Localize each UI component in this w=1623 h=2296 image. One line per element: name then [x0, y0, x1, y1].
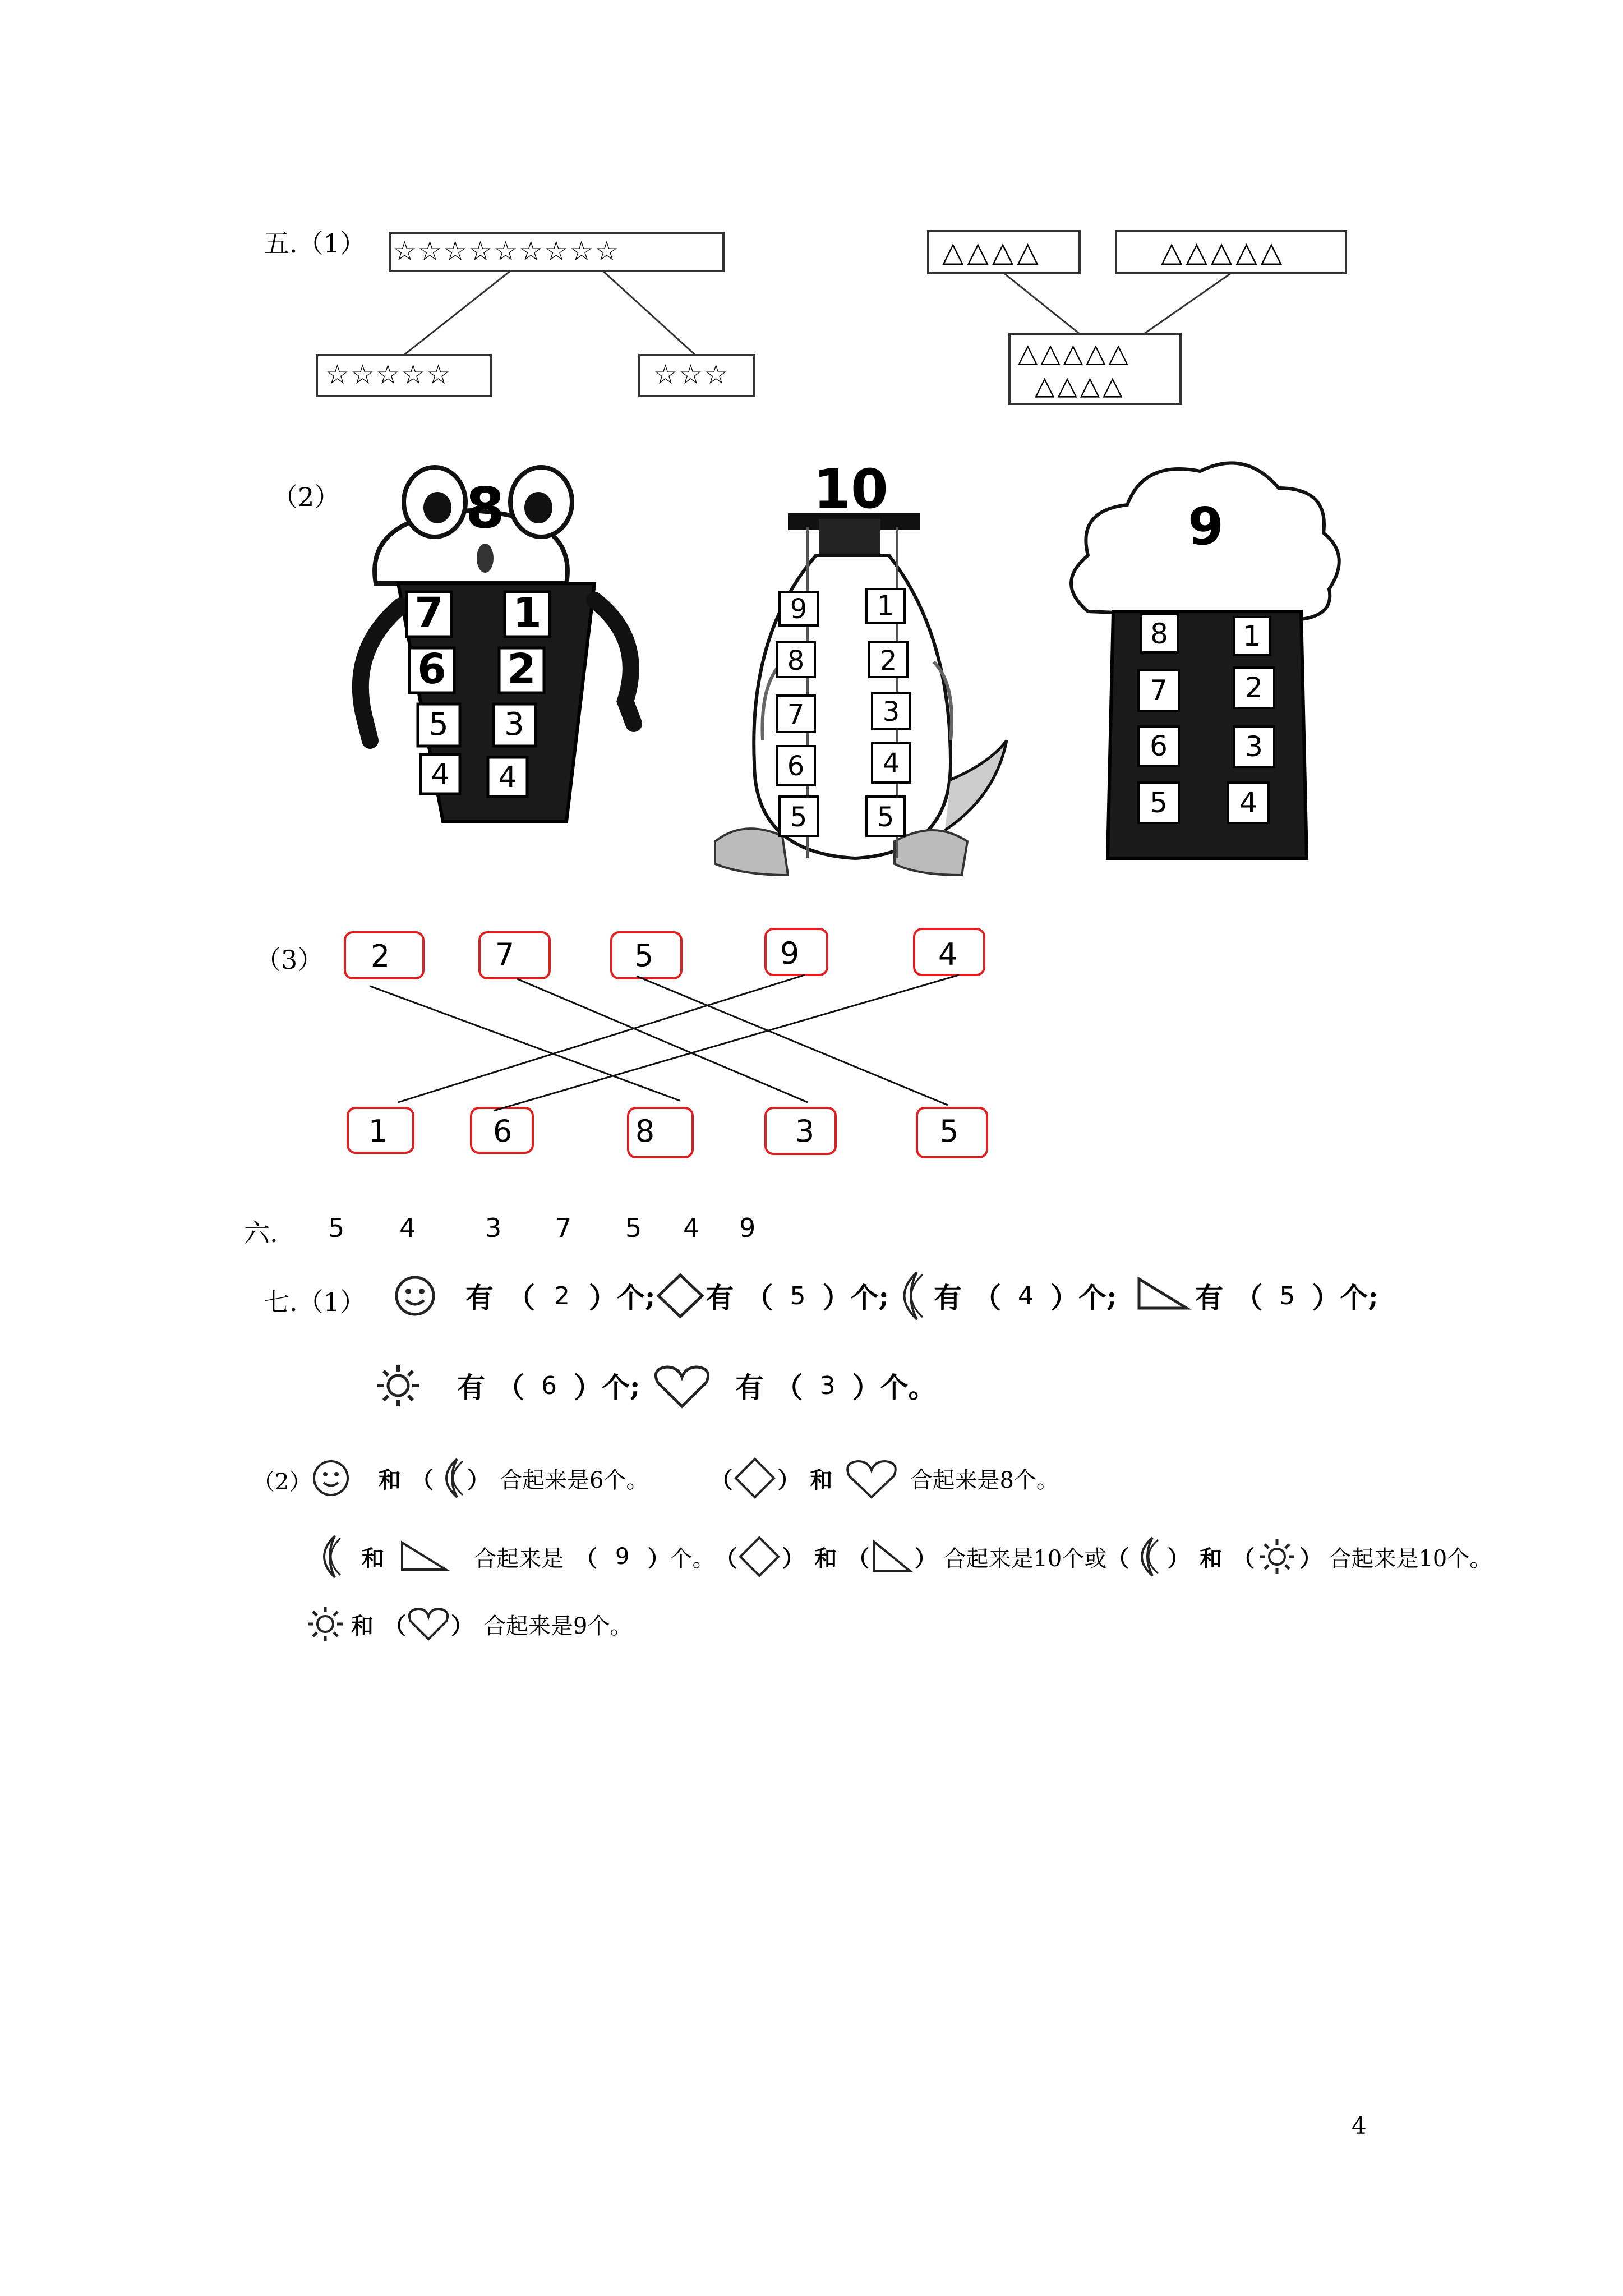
svg-text:3: 3 [882, 696, 900, 728]
dino-top-number: 10 [813, 458, 888, 521]
svg-text:5: 5 [877, 802, 895, 833]
diamond-icon [732, 1456, 777, 1501]
stars-right-text: ☆☆☆ [653, 359, 730, 390]
svg-text:7: 7 [1150, 674, 1168, 707]
tri-left-text: △△△△ [942, 236, 1042, 268]
frog-top-number: 8 [465, 475, 505, 541]
sun-icon [303, 1604, 348, 1644]
svg-text:3: 3 [795, 1114, 815, 1149]
svg-text:6: 6 [492, 1114, 513, 1149]
svg-text:2: 2 [507, 645, 536, 693]
section6-label: 六. [244, 1218, 278, 1248]
section7-part2-line3: 和 （ ） 合起来是9个。 [303, 1602, 632, 1646]
heart-icon [843, 1456, 900, 1501]
svg-text:4: 4 [1239, 786, 1257, 819]
sun-icon [1255, 1537, 1299, 1576]
moon-icon [434, 1456, 467, 1501]
stars-left-text: ☆☆☆☆☆ [325, 359, 452, 390]
svg-text:7: 7 [495, 937, 515, 972]
section7-part2-line1: 和 （ ） 合起来是6个。 （ ） 和 合起来是8个。 [306, 1456, 1059, 1501]
moon-icon [889, 1268, 928, 1324]
svg-text:2: 2 [879, 645, 897, 677]
svg-text:6: 6 [1150, 730, 1168, 762]
svg-text:9: 9 [790, 593, 808, 625]
tri-bottom-row2: △△△△ [1035, 370, 1126, 401]
top-box-2 [479, 932, 550, 978]
section5-part2-label: （2） [272, 482, 340, 512]
svg-text:1: 1 [368, 1114, 388, 1149]
smiley-icon [306, 1457, 356, 1499]
svg-text:8: 8 [1150, 618, 1168, 650]
frog-figure [331, 449, 656, 864]
svg-text:3: 3 [1245, 730, 1263, 763]
diamond-icon [737, 1534, 782, 1579]
svg-text:9: 9 [780, 936, 800, 971]
svg-text:5: 5 [634, 938, 654, 973]
svg-text:7: 7 [414, 589, 444, 637]
page-number: 4 [1352, 2112, 1367, 2139]
section5-title: 五.（1） [264, 228, 366, 259]
tree-figure [1054, 443, 1357, 869]
svg-text:6: 6 [787, 751, 805, 782]
dino-figure [704, 449, 1018, 886]
stars-top-text: ☆☆☆☆☆☆☆☆☆ [393, 236, 620, 267]
triangle-icon [1133, 1273, 1195, 1318]
sun-icon [370, 1360, 426, 1411]
svg-text:4: 4 [431, 758, 450, 792]
svg-text:5: 5 [939, 1114, 959, 1149]
svg-text:1: 1 [1243, 620, 1261, 652]
diamond-icon [655, 1271, 706, 1321]
matching-diagram [336, 920, 1009, 1172]
triangle-icon [395, 1537, 457, 1576]
moon-icon [1129, 1534, 1163, 1579]
svg-text:1: 1 [513, 589, 542, 637]
smiley-icon [387, 1273, 443, 1318]
svg-text:3: 3 [504, 706, 524, 743]
svg-text:2: 2 [370, 938, 390, 974]
triangle-icon [869, 1537, 914, 1576]
svg-text:8: 8 [787, 645, 805, 677]
svg-text:4: 4 [882, 748, 900, 779]
svg-text:4: 4 [938, 937, 958, 972]
tri-bottom-row1: △△△△△ [1018, 338, 1131, 368]
section7-line1: 有 （ 2 ） 个 ; 有 （ 5 ） 个 ; 有 （ 4 ） 个 ; 有 （ 5 ） 个 ; [387, 1268, 1378, 1324]
section7-part2-line2: 和 合起来是 （ 9 ） 个。 （ ） 和 （ ） 合起来是10个或 （ ） 和 （ ） 合起来是10个。 [311, 1531, 1492, 1582]
heart-icon [406, 1604, 451, 1644]
section7-part2-label: （2） [252, 1469, 312, 1495]
svg-text:4: 4 [498, 761, 517, 794]
section7-label: 七.（1） [264, 1287, 366, 1317]
heart-icon [651, 1360, 713, 1411]
svg-text:6: 6 [417, 645, 446, 693]
svg-text:5: 5 [790, 802, 808, 833]
tree-top-number: 9 [1187, 496, 1224, 556]
svg-text:8: 8 [635, 1114, 655, 1149]
svg-text:5: 5 [428, 706, 449, 743]
moon-icon [311, 1531, 345, 1582]
svg-text:1: 1 [877, 590, 895, 622]
svg-text:7: 7 [787, 699, 805, 730]
svg-text:5: 5 [1150, 786, 1168, 819]
svg-text:2: 2 [1245, 671, 1263, 704]
tri-right-text: △△△△△ [1161, 236, 1286, 268]
section5-part3-label: （3） [255, 945, 324, 975]
section7-line2: 有 （ 6 ） 个 ; 有 （ 3 ） 个 。 [370, 1358, 936, 1414]
